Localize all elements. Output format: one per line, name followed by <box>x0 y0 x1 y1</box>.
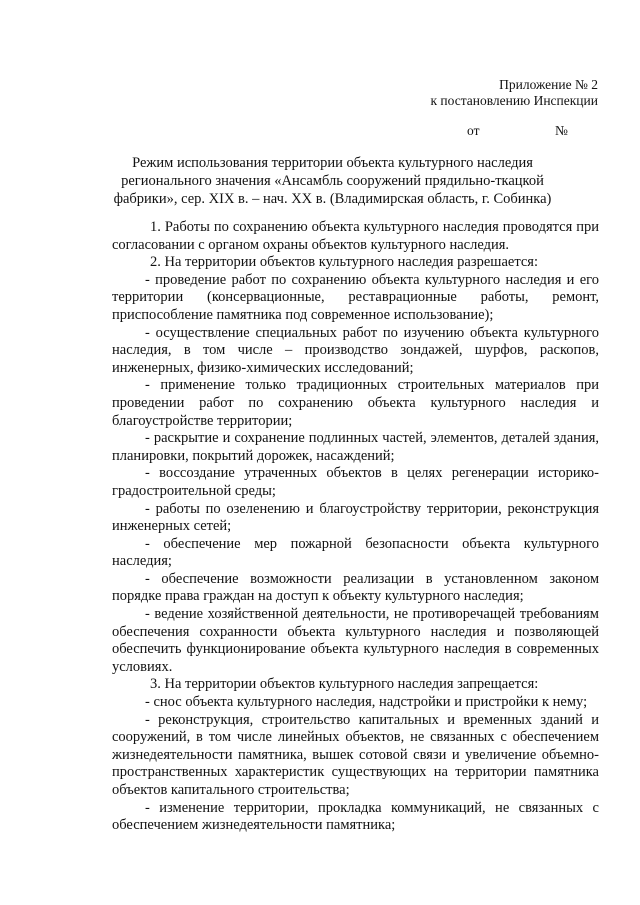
number-label: № <box>555 123 568 138</box>
paragraph-3: 3. На территории объектов культурного наследия запрещается: <box>150 676 539 693</box>
appendix-reference: к постановлению Инспекции <box>430 93 598 108</box>
list-item: - проведение работ по сохранению объекта культурного наследия и его территории (консервационные, реставрационные работы, ремонт, приспособление памятника под современное использование); <box>112 271 599 323</box>
title-line-3: фабрики», сер. XIX в. – нач. XX в. (Владимирская область, г. Собинка) <box>113 191 552 207</box>
list-item: - обеспечение возможности реализации в установленном законом порядке права граждан на доступ к объекту культурного наследия; <box>112 570 599 605</box>
list-item: - обеспечение мер пожарной безопасности объекта культурного наследия; <box>112 535 599 570</box>
paragraph-2: 2. На территории объектов культурного наследия разрешается: <box>150 254 538 271</box>
date-label: от <box>467 123 480 138</box>
list-item: - ведение хозяйственной деятельности, не противоречащей требованиям обеспечения сохранности объекта культурного наследия и позволяющей обеспечить функционирование объекта культурного наследия в современных условиях. <box>112 606 599 675</box>
appendix-label: Приложение № 2 <box>499 77 598 92</box>
title-line-2: регионального значения «Ансамбль сооружений прядильно-ткацкой <box>121 173 544 189</box>
paragraph-1: 1. Работы по сохранению объекта культурного наследия проводятся при согласовании с органом охраны объектов культурного наследия. <box>112 219 599 253</box>
list-item: - применение только традиционных строительных материалов при проведении работ по сохранению объекта культурного наследия и благоустройстве территории; <box>112 377 599 429</box>
list-item: - осуществление специальных работ по изучению объекта культурного наследия, в том числе – производство зондажей, шурфов, раскопов, инженерных, физико-химических исследований; <box>112 324 599 376</box>
list-item: - изменение территории, прокладка коммуникаций, не связанных с обеспечением жизнедеятельности памятника; <box>112 799 599 834</box>
list-item: - воссоздание утраченных объектов в целях регенерации историко-градостроительной среды; <box>112 465 599 499</box>
list-item: - работы по озеленению и благоустройству территории, реконструкция инженерных сетей; <box>112 500 599 535</box>
list-item: - реконструкция, строительство капитальных и временных зданий и сооружений, в том числе линейных объектов, не связанных с обеспечением жизнедеятельности памятника, вышек сотовой связи и увеличение объемно-пространственных характеристик существующих на территории памятника объектов капитального строительства; <box>112 711 599 798</box>
document-title <box>100 154 565 208</box>
list-item: - снос объекта культурного наследия, надстройки и пристройки к нему; <box>145 694 588 711</box>
document-body <box>112 219 599 835</box>
list-item: - раскрытие и сохранение подлинных частей, элементов, деталей здания, планировки, покрытий дорожек, насаждений; <box>112 430 599 464</box>
title-line-1: Режим использования территории объекта культурного наследия <box>132 155 533 171</box>
